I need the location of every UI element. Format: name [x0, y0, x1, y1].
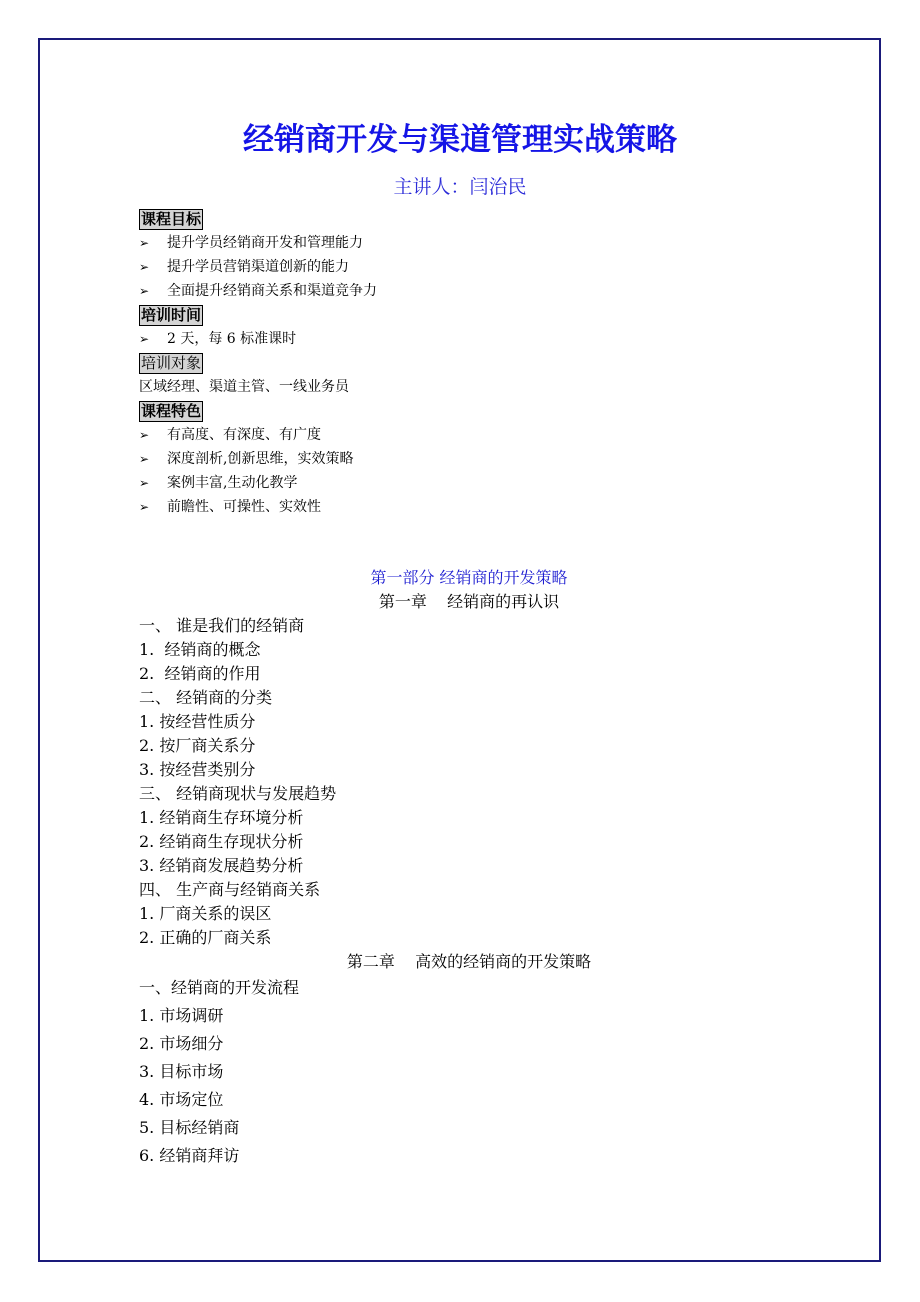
list-item: ➢ 深度剖析,创新思维，实效策略 [139, 447, 779, 471]
list-item: ➢ 2 天，每 6 标准课时 [139, 327, 779, 351]
outline-item: 四、 生产商与经销商关系 [139, 880, 321, 899]
section-label-time: 培训时间 [141, 306, 202, 324]
chapter-heading: 第二章 高效的经销商的开发策略 [346, 952, 592, 971]
outline-item: 2. 正确的厂商关系 [139, 928, 272, 947]
outline-item: 2. 按厂商关系分 [139, 736, 256, 755]
arrow-bullet-icon: ➢ [139, 500, 150, 514]
arrow-bullet-icon: ➢ [139, 452, 150, 466]
outline-item: 3. 经销商发展趋势分析 [139, 856, 304, 875]
list-item: ➢ 有高度、有深度、有广度 [139, 423, 779, 447]
outline-item: 1. 厂商关系的误区 [139, 904, 272, 923]
list-item: ➢ 提升学员营销渠道创新的能力 [139, 255, 779, 279]
outline-item: 2. 经销商生存现状分析 [139, 832, 304, 851]
arrow-bullet-icon: ➢ [139, 260, 150, 274]
list-item: ➢ 前瞻性、可操性、实效性 [139, 495, 779, 519]
section-label-audience: 培训对象 [141, 354, 202, 372]
section-label-features: 课程特色 [141, 402, 202, 420]
arrow-bullet-icon: ➢ [139, 476, 150, 490]
outline-item: 1. 经销商生存环境分析 [139, 808, 304, 827]
outline-item: 2. 市场细分 [139, 1034, 224, 1053]
list-item: ➢ 提升学员经销商开发和管理能力 [139, 231, 779, 255]
outline-item: 一、 谁是我们的经销商 [139, 616, 305, 635]
outline-item: 3. 按经营类别分 [139, 760, 256, 779]
document-title: 经销商开发与渠道管理实战策略 [243, 122, 677, 158]
audience-text: 区域经理、渠道主管、一线业务员 [139, 379, 349, 395]
outline-item: 一、经销商的开发流程 [139, 978, 300, 997]
outline-item: 1. 经销商的概念 [139, 640, 261, 659]
outline-item: 4. 市场定位 [139, 1090, 224, 1109]
arrow-bullet-icon: ➢ [139, 428, 150, 442]
arrow-bullet-icon: ➢ [139, 332, 150, 346]
outline-item: 5. 目标经销商 [139, 1118, 240, 1137]
outline-item: 三、 经销商现状与发展趋势 [139, 784, 337, 803]
outline-item: 二、 经销商的分类 [139, 688, 273, 707]
document-body [139, 207, 779, 1170]
arrow-bullet-icon: ➢ [139, 284, 150, 298]
arrow-bullet-icon: ➢ [139, 236, 150, 250]
part-heading: 第一部分 经销商的开发策略 [370, 568, 568, 587]
section-label-goal: 课程目标 [141, 210, 202, 228]
chapter-heading: 第一章 经销商的再认识 [378, 592, 560, 611]
list-item: ➢ 全面提升经销商关系和渠道竞争力 [139, 279, 779, 303]
outline-item: 2. 经销商的作用 [139, 664, 261, 683]
outline-item: 1. 按经营性质分 [139, 712, 256, 731]
outline-item: 3. 目标市场 [139, 1062, 224, 1081]
outline-item: 1. 市场调研 [139, 1006, 224, 1025]
outline-item: 6. 经销商拜访 [139, 1146, 240, 1165]
list-item: ➢ 案例丰富,生动化教学 [139, 471, 779, 495]
speaker-line: 主讲人：闫治民 [393, 176, 527, 198]
